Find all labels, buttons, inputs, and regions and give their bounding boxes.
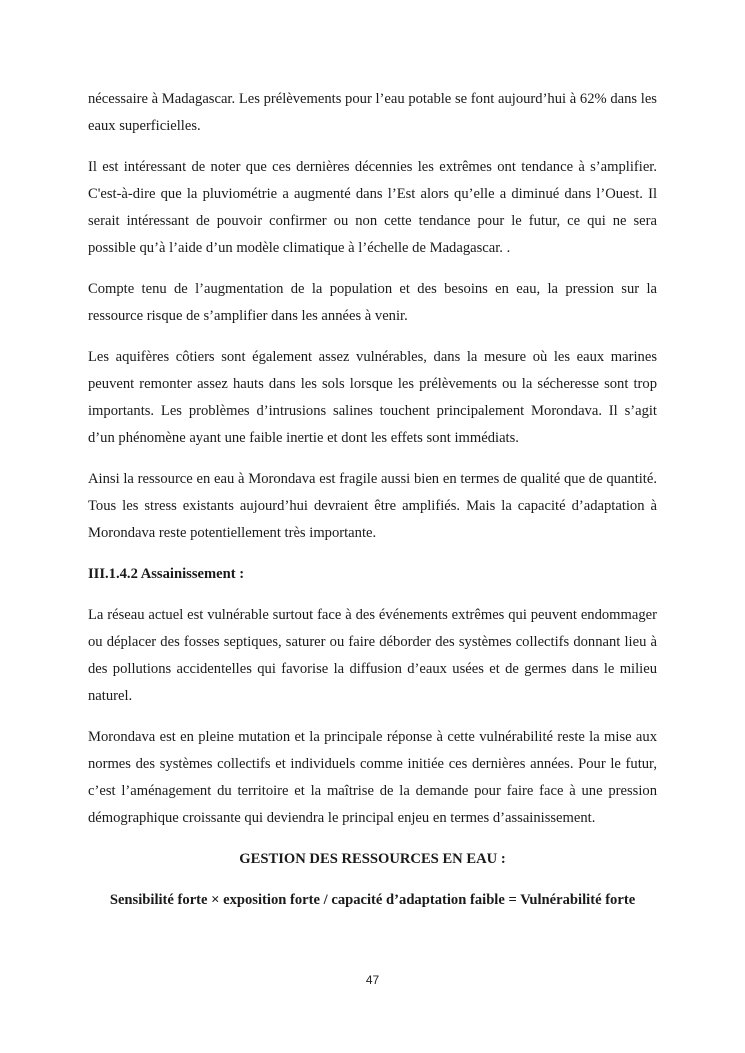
paragraph-population-pressure: Compte tenu de l’augmentation de la population et des besoins en eau, la pression sur la ressource risque de s’amplifier dans les années à venir.	[88, 281, 657, 324]
paragraph-water-withdrawals: nécessaire à Madagascar. Les prélèvements pour l’eau potable se font aujourd’hui à 62% dans les eaux superficielles.	[88, 91, 657, 134]
page-number: 47	[365, 973, 380, 987]
section-heading-sanitation: III.1.4.2 Assainissement :	[88, 566, 245, 582]
vulnerability-formula: Sensibilité forte × exposition forte / capacité d’adaptation faible = Vulnérabilité forte	[109, 892, 636, 908]
paragraph-coastal-aquifers: Les aquifères côtiers sont également assez vulnérables, dans la mesure où les eaux marines peuvent remonter assez hauts dans les sols lorsque les prélèvements ou la sécheresse sont trop importants. Les problèmes d’intrusions salines touchent principalement Morondava. Il s’agit d’un phénomène ayant une faible inertie et dont les effets sont immédiats.	[88, 349, 657, 446]
document-body	[88, 86, 657, 914]
water-management-title: GESTION DES RESSOURCES EN EAU :	[239, 851, 506, 867]
paragraph-extremes-amplify: Il est intéressant de noter que ces dernières décennies les extrêmes ont tendance à s’amplifier. C'est-à-dire que la pluviométrie a augmenté dans l’Est alors qu’elle a diminué dans l’Ouest. Il serait intéressant de pouvoir confirmer ou non cette tendance pour le futur, ce qui ne sera possible qu’à l’aide d’un modèle climatique à l’échelle de Madagascar. .	[88, 159, 657, 256]
paragraph-morondava-mutation: Morondava est en pleine mutation et la principale réponse à cette vulnérabilité reste la mise aux normes des systèmes collectifs et individuels comme initiée ces dernières années. Pour le futur, c’est l’aménagement du territoire et la maîtrise de la demande pour faire face à une pression démographique croissante qui deviendra le principal enjeu en termes d’assainissement.	[88, 729, 657, 826]
paragraph-network-vulnerable: La réseau actuel est vulnérable surtout face à des événements extrêmes qui peuvent endommager ou déplacer des fosses septiques, saturer ou faire déborder des systèmes collectifs donnant lieu à des pollutions accidentelles qui favorise la diffusion d’eaux usées et de germes dans le milieu naturel.	[88, 607, 657, 704]
paragraph-resource-fragility: Ainsi la ressource en eau à Morondava est fragile aussi bien en termes de qualité que de quantité. Tous les stress existants aujourd’hui devraient être amplifiés. Mais la capacité d’adaptation à Morondava reste potentiellement très importante.	[88, 471, 657, 541]
